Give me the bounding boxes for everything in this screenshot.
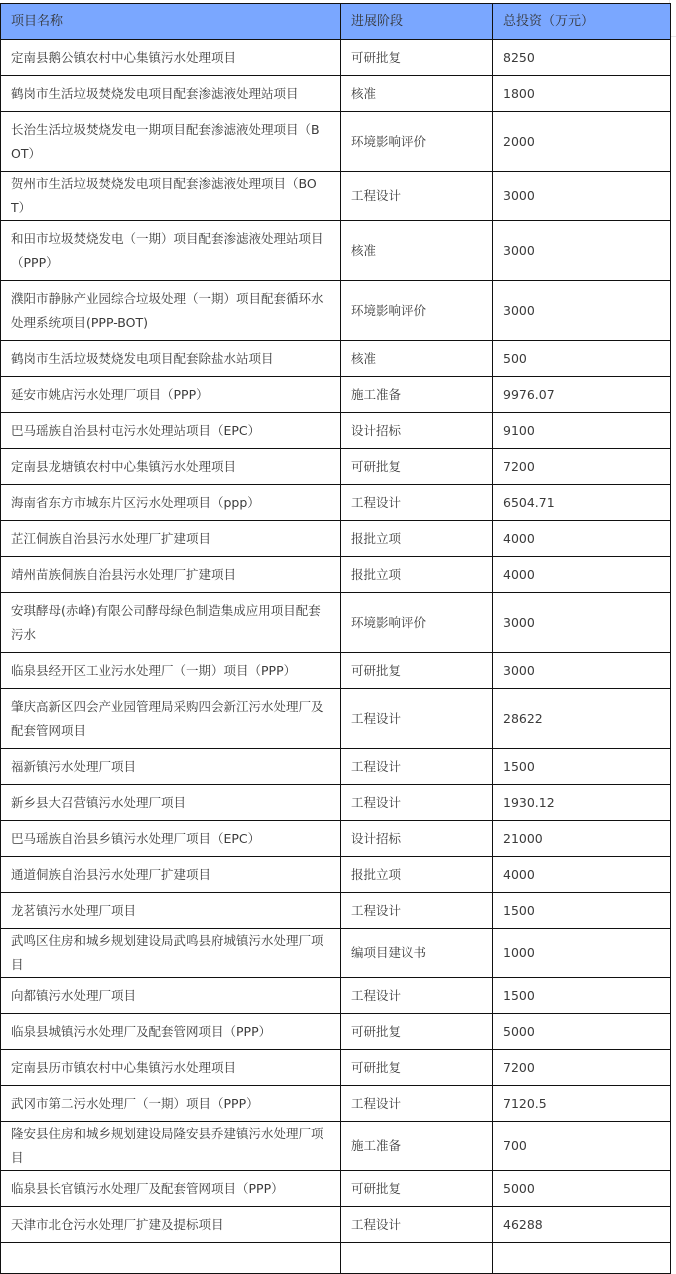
- project-name-cell: 龙茗镇污水处理厂项目: [1, 893, 341, 929]
- stage-cell: 工程设计: [341, 978, 493, 1014]
- project-name-cell: 定南县历市镇农村中心集镇污水处理项目: [1, 1050, 341, 1086]
- stage-cell: 环境影响评价: [341, 593, 493, 653]
- table-row: [1, 857, 671, 893]
- stage-cell: 报批立项: [341, 857, 493, 893]
- investment-cell: 7200: [493, 449, 671, 485]
- stage-cell: 施工准备: [341, 1122, 493, 1171]
- stage-cell: 工程设计: [341, 749, 493, 785]
- stage-cell: 核准: [341, 341, 493, 377]
- project-name-cell: 濮阳市静脉产业园综合垃圾处理（一期）项目配套循环水处理系统项目(PPP-BOT): [1, 281, 341, 341]
- stage-cell: 设计招标: [341, 413, 493, 449]
- stage-cell: 可研批复: [341, 40, 493, 76]
- table-row: [1, 557, 671, 593]
- project-name-cell: 和田市垃圾焚烧发电（一期）项目配套渗滤液处理站项目（PPP）: [1, 221, 341, 281]
- stage-cell: 设计招标: [341, 821, 493, 857]
- investment-cell: 3000: [493, 281, 671, 341]
- stage-cell: 报批立项: [341, 557, 493, 593]
- table-row: [1, 1171, 671, 1207]
- investment-cell: 5000: [493, 1014, 671, 1050]
- header-stage: 进展阶段: [341, 4, 493, 40]
- table-row: [1, 449, 671, 485]
- stage-cell: 可研批复: [341, 1050, 493, 1086]
- table-row: [1, 221, 671, 281]
- investment-cell: 7120.5: [493, 1086, 671, 1122]
- project-name-cell: 武冈市第二污水处理厂（一期）项目（PPP）: [1, 1086, 341, 1122]
- stage-cell: 核准: [341, 76, 493, 112]
- stage-cell: 工程设计: [341, 1086, 493, 1122]
- investment-cell: 1000: [493, 929, 671, 978]
- project-name-cell: 靖州苗族侗族自治县污水处理厂扩建项目: [1, 557, 341, 593]
- project-name-cell: 延安市姚店污水处理厂项目（PPP）: [1, 377, 341, 413]
- project-name-cell: 新乡县大召营镇污水处理厂项目: [1, 785, 341, 821]
- investment-cell: 7200: [493, 1050, 671, 1086]
- stage-cell: 核准: [341, 221, 493, 281]
- investment-cell: 9100: [493, 413, 671, 449]
- project-name-cell: 临泉县长官镇污水处理厂及配套管网项目（PPP）: [1, 1171, 341, 1207]
- table-row: [1, 593, 671, 653]
- stage-cell: 工程设计: [341, 689, 493, 749]
- table-row: [1, 978, 671, 1014]
- table-row: [1, 1086, 671, 1122]
- investment-cell: 1800: [493, 76, 671, 112]
- investment-cell: 2000: [493, 112, 671, 172]
- stage-cell: 可研批复: [341, 653, 493, 689]
- table-row: [1, 76, 671, 112]
- table-row: [1, 413, 671, 449]
- header-project-name: 项目名称: [1, 4, 341, 40]
- investment-cell: 1500: [493, 978, 671, 1014]
- investment-cell: 3000: [493, 172, 671, 221]
- investment-cell: 3000: [493, 653, 671, 689]
- investment-cell: 3000: [493, 221, 671, 281]
- stage-cell: 可研批复: [341, 1014, 493, 1050]
- project-name-cell: 海南省东方市城东片区污水处理项目（ppp）: [1, 485, 341, 521]
- project-name-cell: 向都镇污水处理厂项目: [1, 978, 341, 1014]
- project-name-cell: 巴马瑶族自治县乡镇污水处理厂项目（EPC）: [1, 821, 341, 857]
- stage-cell: 工程设计: [341, 785, 493, 821]
- table-row-partial: [1, 1243, 671, 1274]
- investment-cell: 500: [493, 341, 671, 377]
- table-row: [1, 821, 671, 857]
- projects-table: [0, 3, 671, 1274]
- investment-cell: 1500: [493, 893, 671, 929]
- table-row: [1, 1050, 671, 1086]
- table-row: [1, 893, 671, 929]
- project-name-cell: 定南县鹅公镇农村中心集镇污水处理项目: [1, 40, 341, 76]
- table-row: [1, 689, 671, 749]
- table-row: [1, 653, 671, 689]
- table-row: [1, 929, 671, 978]
- table-row: [1, 1014, 671, 1050]
- project-name-cell: 武鸣区住房和城乡规划建设局武鸣县府城镇污水处理厂项目: [1, 929, 341, 978]
- project-name-cell: 临泉县城镇污水处理厂及配套管网项目（PPP）: [1, 1014, 341, 1050]
- project-name-cell: 鹤岗市生活垃圾焚烧发电项目配套除盐水站项目: [1, 341, 341, 377]
- table-row: [1, 1122, 671, 1171]
- project-name-cell: 临泉县经开区工业污水处理厂（一期）项目（PPP）: [1, 653, 341, 689]
- project-name-cell: 隆安县住房和城乡规划建设局隆安县乔建镇污水处理厂项目: [1, 1122, 341, 1171]
- stage-cell: 工程设计: [341, 893, 493, 929]
- stage-cell: 工程设计: [341, 485, 493, 521]
- investment-cell: [493, 1243, 671, 1274]
- stage-cell: 施工准备: [341, 377, 493, 413]
- project-name-cell: 芷江侗族自治县污水处理厂扩建项目: [1, 521, 341, 557]
- table-row: [1, 172, 671, 221]
- stage-cell: 报批立项: [341, 521, 493, 557]
- stage-cell: 工程设计: [341, 1207, 493, 1243]
- table-row: [1, 281, 671, 341]
- header-row: [1, 4, 671, 40]
- project-name-cell: 福新镇污水处理厂项目: [1, 749, 341, 785]
- project-name-cell: 肇庆高新区四会产业园管理局采购四会新江污水处理厂及配套管网项目: [1, 689, 341, 749]
- investment-cell: 1500: [493, 749, 671, 785]
- investment-cell: 4000: [493, 521, 671, 557]
- table-row: [1, 1207, 671, 1243]
- table-body: [1, 40, 671, 1274]
- header-investment: 总投资（万元）: [493, 4, 671, 40]
- project-name-cell: 贺州市生活垃圾焚烧发电项目配套渗滤液处理项目（BOT）: [1, 172, 341, 221]
- investment-cell: 46288: [493, 1207, 671, 1243]
- investment-cell: 1930.12: [493, 785, 671, 821]
- investment-cell: 6504.71: [493, 485, 671, 521]
- project-name-cell: 巴马瑶族自治县村屯污水处理站项目（EPC）: [1, 413, 341, 449]
- table-row: [1, 112, 671, 172]
- investment-cell: 4000: [493, 857, 671, 893]
- table-row: [1, 749, 671, 785]
- project-name-cell: 长治生活垃圾焚烧发电一期项目配套渗滤液处理项目（BOT）: [1, 112, 341, 172]
- table-row: [1, 377, 671, 413]
- project-name-cell: 定南县龙塘镇农村中心集镇污水处理项目: [1, 449, 341, 485]
- stage-cell: 环境影响评价: [341, 281, 493, 341]
- investment-cell: 21000: [493, 821, 671, 857]
- investment-cell: 4000: [493, 557, 671, 593]
- table-row: [1, 785, 671, 821]
- project-name-cell: 鹤岗市生活垃圾焚烧发电项目配套渗滤液处理站项目: [1, 76, 341, 112]
- table-row: [1, 521, 671, 557]
- stage-cell: 环境影响评价: [341, 112, 493, 172]
- investment-cell: 3000: [493, 593, 671, 653]
- project-name-cell: 安琪酵母(赤峰)有限公司酵母绿色制造集成应用项目配套污水: [1, 593, 341, 653]
- table-row: [1, 40, 671, 76]
- project-name-cell: [1, 1243, 341, 1274]
- investment-cell: 9976.07: [493, 377, 671, 413]
- stage-cell: 可研批复: [341, 449, 493, 485]
- investment-cell: 700: [493, 1122, 671, 1171]
- project-name-cell: 天津市北仓污水处理厂扩建及提标项目: [1, 1207, 341, 1243]
- table-row: [1, 485, 671, 521]
- investment-cell: 28622: [493, 689, 671, 749]
- stage-cell: 可研批复: [341, 1171, 493, 1207]
- stage-cell: 工程设计: [341, 172, 493, 221]
- table-row: [1, 341, 671, 377]
- stage-cell: 编项目建议书: [341, 929, 493, 978]
- investment-cell: 5000: [493, 1171, 671, 1207]
- table-header: [1, 4, 671, 40]
- project-name-cell: 通道侗族自治县污水处理厂扩建项目: [1, 857, 341, 893]
- stage-cell: [341, 1243, 493, 1274]
- investment-cell: 8250: [493, 40, 671, 76]
